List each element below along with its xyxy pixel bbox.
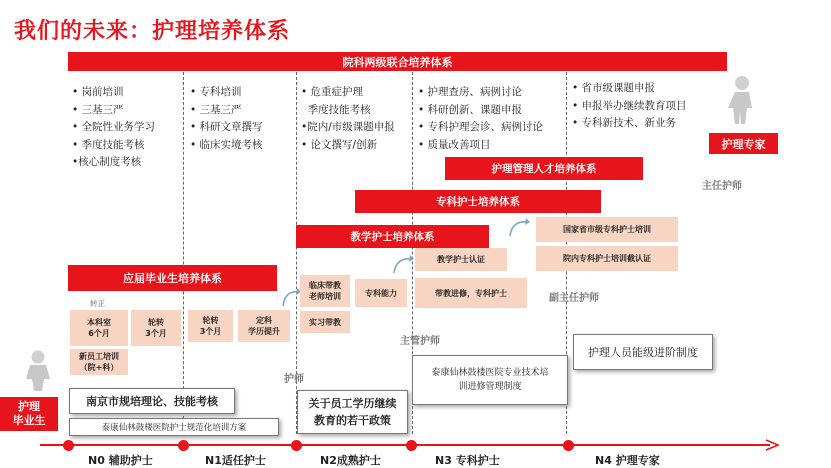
- national-specialist-training: 国家省市级专科护士培训: [536, 217, 678, 242]
- timeline-node-n1: [178, 440, 189, 451]
- lunzhuan-box: [131, 310, 181, 346]
- level-n1: N1适任护士: [205, 454, 266, 467]
- graduate-label: [0, 397, 58, 431]
- list-item: • 专科培训: [190, 86, 242, 98]
- list-item: • 科研文章撰写: [190, 121, 263, 133]
- timeline-node-n2: [291, 440, 302, 451]
- list-item: • 质量改善项目: [418, 138, 491, 151]
- teaching-system-bar: 教学护士培养体系: [296, 225, 489, 248]
- new-staff-training-label: 新员工培训 （院+科）: [79, 352, 119, 372]
- level-n2: N2成熟护士: [320, 454, 381, 467]
- nengji-policy-box: [573, 334, 713, 370]
- n1-lunzhuan-label: 轮转 3个月: [199, 316, 222, 336]
- timeline-node-n0: [63, 440, 74, 451]
- n1-lunzhuan-box: [188, 310, 233, 342]
- teaching-cert-box: 教学护士认证: [415, 248, 507, 271]
- list-item: • 专科新技术、新业务: [572, 117, 677, 129]
- clinical-teacher-training-label: 临床带教 老师培训: [309, 281, 341, 301]
- list-item: • 临床实境考核: [190, 138, 263, 151]
- title-zhuguan-label: 主管护师: [400, 336, 440, 347]
- clinical-teacher-training-box: [300, 275, 350, 307]
- daijiao-box: 带教进修，专科护士: [415, 278, 527, 308]
- zhuanzheng-label: 转正: [90, 299, 105, 308]
- graduate-label-text: 护理 毕业生: [12, 400, 46, 427]
- expert-label: 护理专家: [709, 133, 778, 154]
- nanjing-policy-label: 南京市规培理论、技能考核: [86, 395, 218, 408]
- list-item: 季度技能考核: [301, 103, 371, 116]
- xueli-policy-box: [297, 390, 408, 434]
- list-item: • 危重症护理: [301, 86, 364, 98]
- list-item: •院内/市级课题申报: [301, 121, 395, 133]
- list-item: • 三基三严: [190, 103, 242, 116]
- list-item: • 省市级课题申报: [572, 82, 656, 94]
- curved-arrow-icon: [390, 253, 418, 275]
- n0-training-list: [72, 84, 155, 172]
- guifan-policy-label: 泰康仙林鼓楼医院护士规范化培训方案: [101, 423, 247, 433]
- benke-box: [70, 310, 128, 346]
- timeline-node-n4: [563, 440, 574, 451]
- list-item: • 季度技能考核: [72, 138, 145, 151]
- column-divider-1: [183, 72, 184, 434]
- list-item: • 三基三严: [72, 103, 124, 116]
- specialist-system-bar: 专科护士培养体系: [355, 190, 601, 213]
- title-zhuren-label: 主任护师: [702, 181, 742, 192]
- graduate-system-bar: 应届毕业生培养体系: [68, 265, 277, 291]
- list-item: • 论文撰写/创新: [301, 138, 378, 151]
- list-item: • 全院性业务学习: [72, 121, 156, 133]
- n3-training-list: [418, 84, 543, 154]
- dingke-box: [238, 310, 290, 342]
- list-item: • 科研创新、课题申报: [418, 103, 523, 116]
- level-n0: N0 辅助护士: [88, 454, 153, 467]
- level-n4: N4 护理专家: [595, 454, 660, 467]
- dingke-label: 定科 学历提升: [248, 316, 280, 336]
- title-hushi-label: 护师: [284, 374, 304, 385]
- top-system-bar: 院科两级联合培养体系: [68, 52, 727, 71]
- benke-label: 本科室 6个月: [87, 318, 111, 338]
- mgmt-system-bar: 护理管理人才培养体系: [445, 157, 643, 180]
- list-item: • 申报举办继续教育项目: [572, 99, 687, 112]
- expert-person-icon: [726, 75, 758, 125]
- hospital-specialist-training: 院内专科护士培训截认证: [536, 246, 678, 271]
- n4-training-list: [572, 80, 687, 133]
- list-item: •核心制度考核: [72, 156, 142, 168]
- list-item: • 岗前培训: [72, 86, 124, 98]
- specialty-ability-box: 专科能力: [355, 279, 407, 307]
- lunzhuan-label: 轮转 3个月: [145, 318, 167, 338]
- n2-training-list: [301, 84, 395, 154]
- list-item: • 护理查房、病例讨论: [418, 86, 523, 98]
- level-n3: N3 专科护士: [435, 454, 500, 467]
- xueli-policy-label: 关于员工学历继续 教育的若干政策: [308, 397, 397, 427]
- timeline-node-n3: [406, 440, 417, 451]
- curved-arrow-icon: [506, 216, 534, 238]
- guifan-policy-box: [69, 418, 279, 436]
- nengji-policy-label: 护理人员能级进阶制度: [588, 346, 698, 359]
- intern-teaching-box: 实习带教: [300, 311, 350, 333]
- new-staff-training-box: [70, 349, 128, 375]
- zhuanye-policy-label: 泰康仙林鼓楼医院专业技术培 训进修管理制度: [431, 368, 549, 392]
- page-title: 我们的未来：护理培养体系: [14, 19, 291, 44]
- graduate-person-icon: [20, 350, 56, 392]
- list-item: • 专科护理会诊、病例讨论: [418, 121, 544, 133]
- zhuanye-policy-box: [412, 355, 568, 405]
- n1-training-list: [190, 84, 263, 154]
- nanjing-policy-box: [69, 388, 235, 414]
- title-fuzhuren-label: 副主任护师: [549, 293, 599, 304]
